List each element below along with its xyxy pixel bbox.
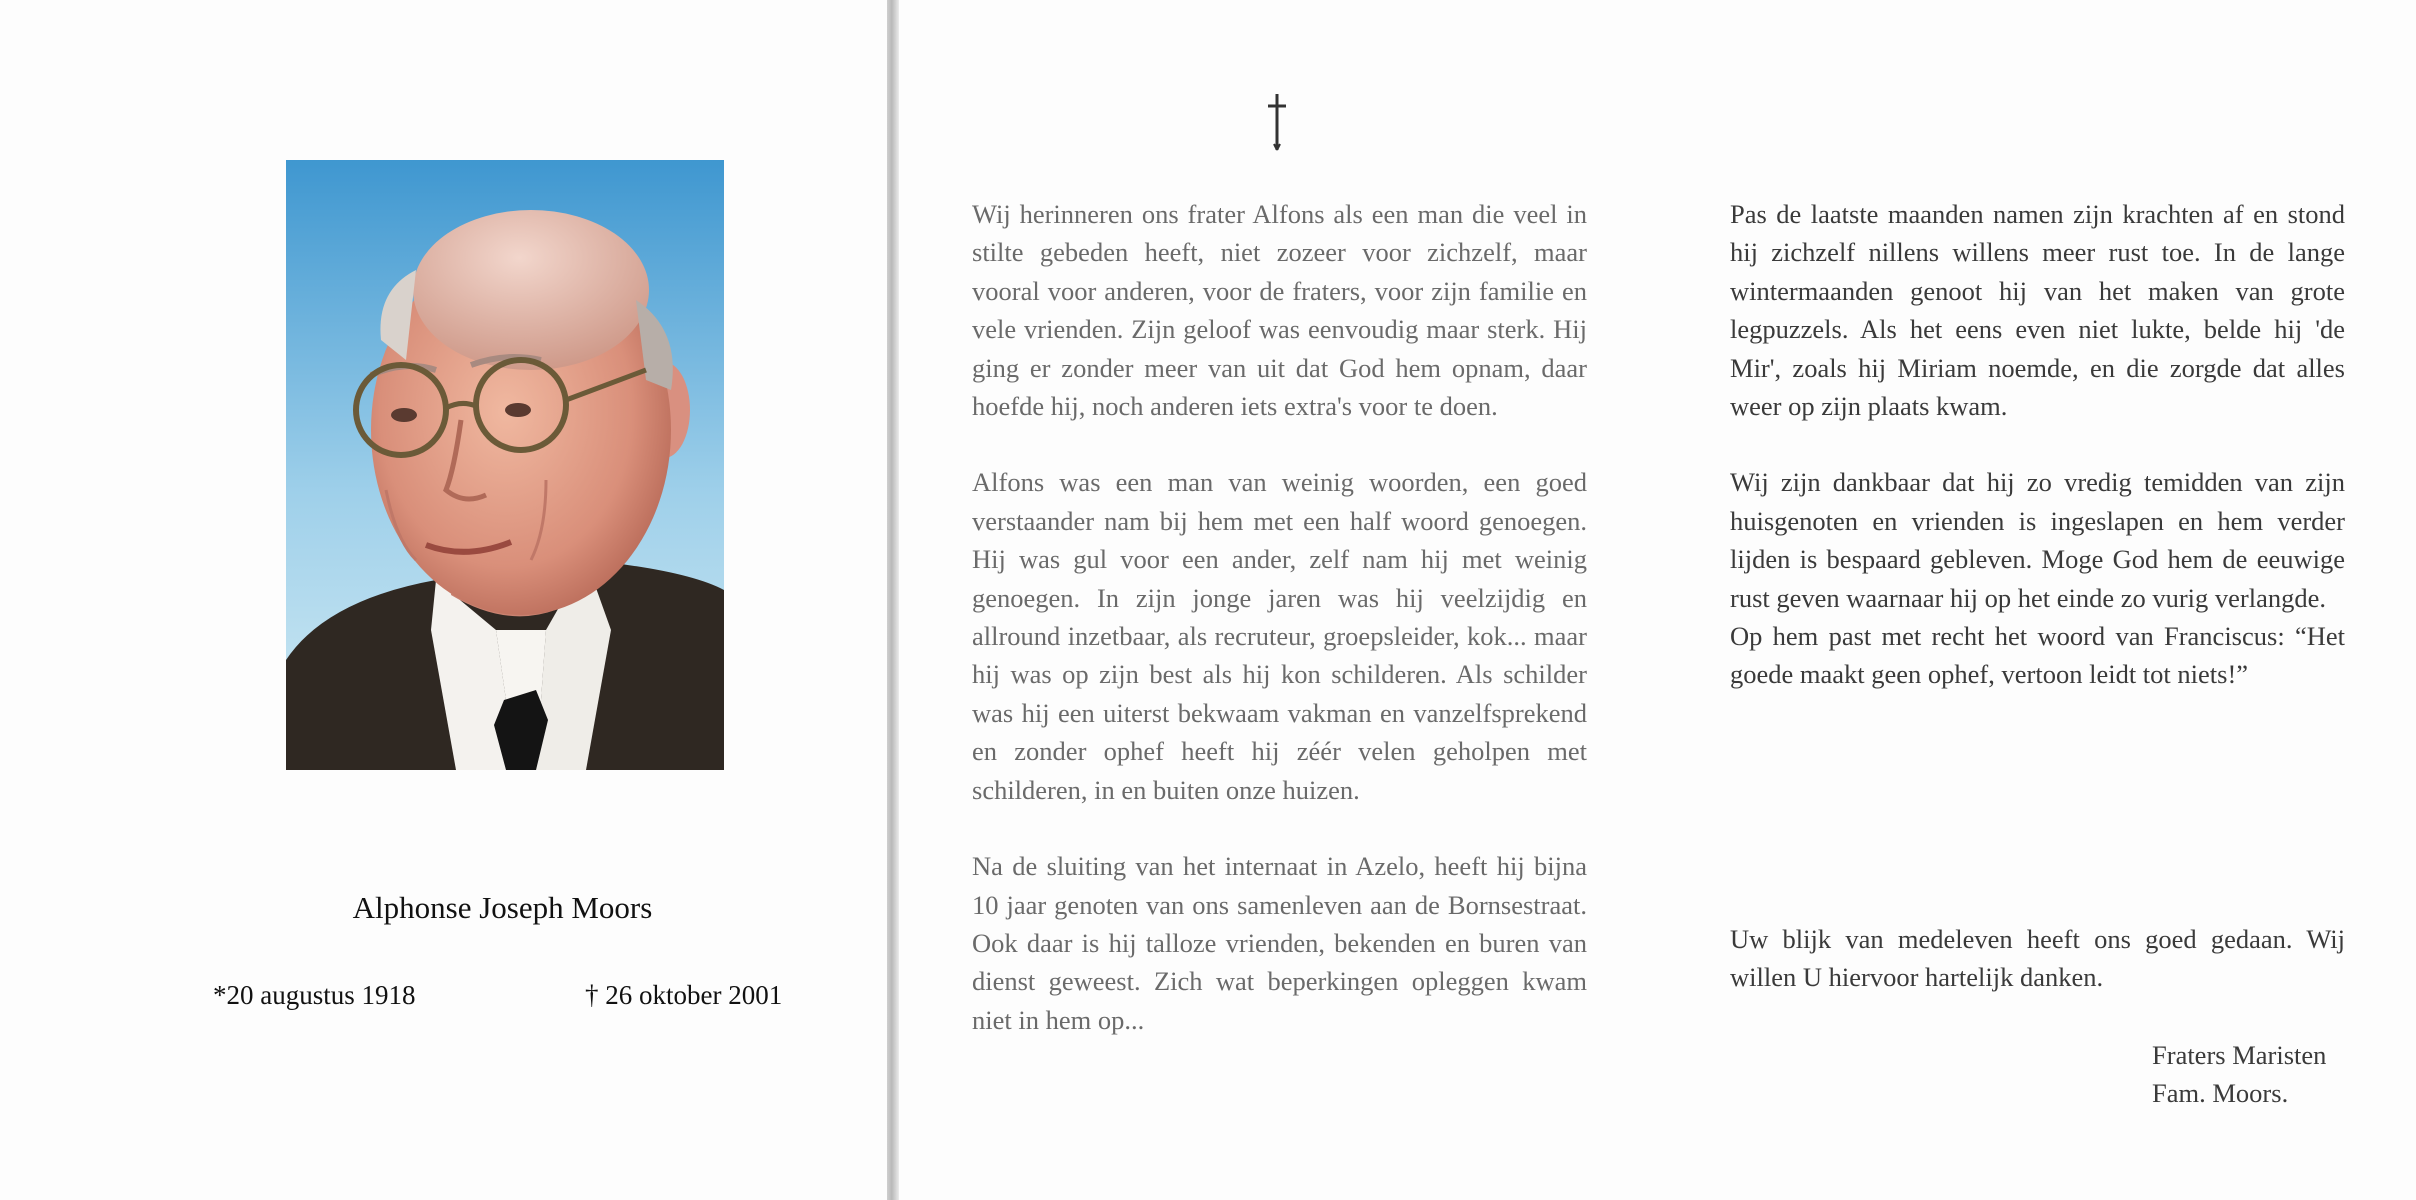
text-column-left [972,195,1587,1039]
paragraph: Op hem past met recht het woord van Franciscus: “Het goede maakt geen ophef, vertoon leidt tot niets!” [1730,621,2345,690]
paragraph: Alfons was een man van weinig woorden, een goed verstaander nam bij hem met een half woord genoegen. Hij was gul voor een ander, zelf nam hij met weinig genoegen. In zijn jonge jaren was hij veelzijdig en allround inzetbaar, als recruteur, groepsleider, kok... maar hij was op zijn best als hij kon schilderen. Als schilder was hij een uiterst bekwaam vakman en vanzelfsprekend en zonder ophef heeft hij zéér velen geholpen met schilderen, in en buiten onze huizen. [972,467,1587,805]
portrait-photo [286,160,724,770]
paragraph: Wij zijn dankbaar dat hij zo vredig temidden van zijn huisgenoten en vrienden is ingeslapen en hem verder lijden is bespaard gebleven. Moge God hem de eeuwige rust geven waarnaar hij op het einde zo vurig verlangde. [1730,467,2345,613]
card-fold [887,0,899,1200]
cross-icon [1262,92,1292,152]
signature-line: Fraters Maristen [2152,1040,2327,1070]
signature [2152,1036,2326,1113]
death-date: † 26 oktober 2001 [585,980,783,1010]
paragraph: Pas de laatste maanden namen zijn krachten af en stond hij zichzelf nillens willens meer rust toe. In de lange wintermaanden genoot hij van het maken van grote legpuzzels. Als het eens even niet lukte, belde hij 'de Mir', zoals hij Miriam noemde, en die zorgde dat alles weer op zijn plaats kwam. [1730,199,2345,422]
deceased-name: Alphonse Joseph Moors [352,890,653,925]
text-column-right [1730,195,2345,694]
thanks-message: Uw blijk van medeleven heeft ons goed gedaan. Wij willen U hiervoor hartelijk danken. [1730,924,2345,993]
portrait-image [286,160,724,770]
paragraph: Wij herinneren ons frater Alfons als een man die veel in stilte gebeden heeft, niet zozeer voor zichzelf, maar vooral voor anderen, voor de fraters, voor zijn familie en vele vrienden. Zijn geloof was eenvoudig maar sterk. Hij ging er zonder meer van uit dat God hem opnam, daar hoefde hij, noch anderen iets extra's voor te doen. [972,199,1587,422]
birth-date: *20 augustus 1918 [213,980,416,1010]
signature-line: Fam. Moors. [2152,1078,2289,1109]
paragraph: Na de sluiting van het internaat in Azelo, heeft hij bijna 10 jaar genoten van ons samenleven aan de Bornsestraat. Ook daar is hij talloze vrienden, bekenden en buren van dienst geweest. Zich wat beperkingen opleggen kwam niet in hem op... [972,851,1587,1035]
card-left-panel [0,0,887,1200]
